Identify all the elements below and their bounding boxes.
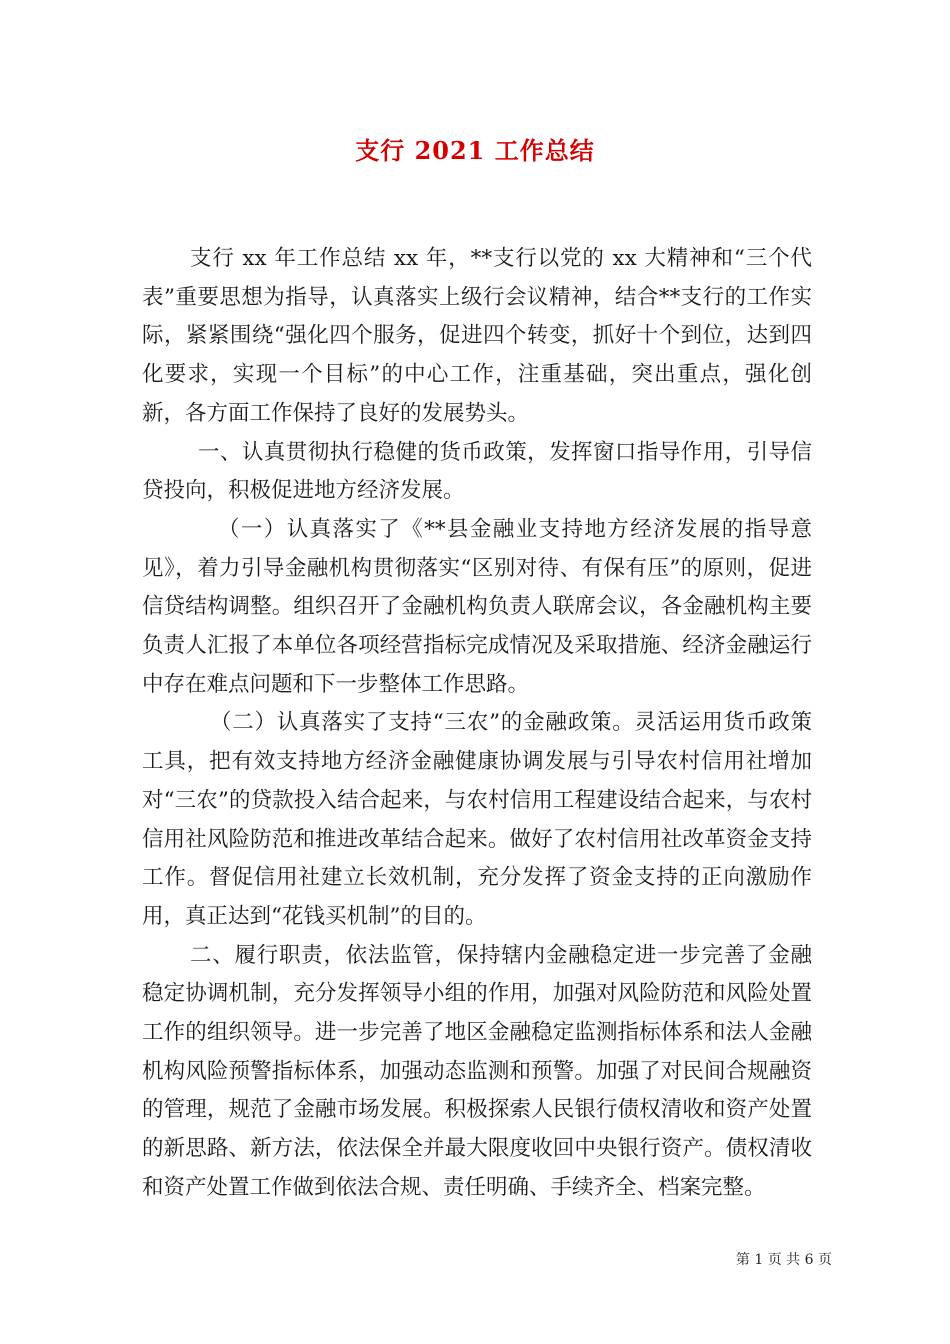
- paragraph-subsection-one: （一）认真落实了《**县金融业支持地方经济发展的指导意见》，着力引导金融机构贯彻落实“区别对待、有保有压”的原则，促进信贷结构调整。组织召开了金融机构负责人联席会议，各金融机构主要负责人汇报了本单位各项经营指标完成情况及采取措施、经济金融运行中存在难点问题和下一步整体工作思路。: [142, 516, 812, 697]
- paragraph-section-two: 二、履行职责，依法监管，保持辖内金融稳定进一步完善了金融稳定协调机制，充分发挥领导小组的作用，加强对风险防范和风险处置工作的组织领导。进一步完善了地区金融稳定监测指标体系和法人金融机构风险预警指标体系，加强动态监测和预警。加强了对民间合规融资的管理，规范了金融市场发展。积极探索人民银行债权清收和资产处置的新思路、新方法，依法保全并最大限度收回中央银行资产。债权清收和资产处置工作做到依法合规、责任明确、手续齐全、档案完整。: [142, 942, 812, 1200]
- paragraph-subsection-two: （二）认真落实了支持“三农”的金融政策。灵活运用货币政策工具，把有效支持地方经济金融健康协调发展与引导农村信用社增加对“三农”的贷款投入结合起来，与农村信用工程建设结合起来，与农村信用社风险防范和推进改革结合起来。做好了农村信用社改革资金支持工作。督促信用社建立长效机制，充分发挥了资金支持的正向激励作用，真正达到“花钱买机制”的目的。: [142, 710, 812, 929]
- paragraph-section-one: 一、认真贯彻执行稳健的货币政策，发挥窗口指导作用，引导信贷投向，积极促进地方经济发展。: [142, 439, 812, 504]
- paragraph-intro: 支行 xx 年工作总结 xx 年，**支行以党的 xx 大精神和“三个代表”重要思想为指导，认真落实上级行会议精神，结合**支行的工作实际，紧紧围绕“强化四个服务，促进四个转变，抓好十个到位，达到四化要求，实现一个目标”的中心工作，注重基础，突出重点，强化创新，各方面工作保持了良好的发展势头。: [142, 246, 812, 426]
- document-title: 支行 2021 工作总结: [355, 136, 595, 165]
- page-number: 第 1 页 共 6 页: [735, 1252, 832, 1268]
- document-body: [142, 240, 812, 1208]
